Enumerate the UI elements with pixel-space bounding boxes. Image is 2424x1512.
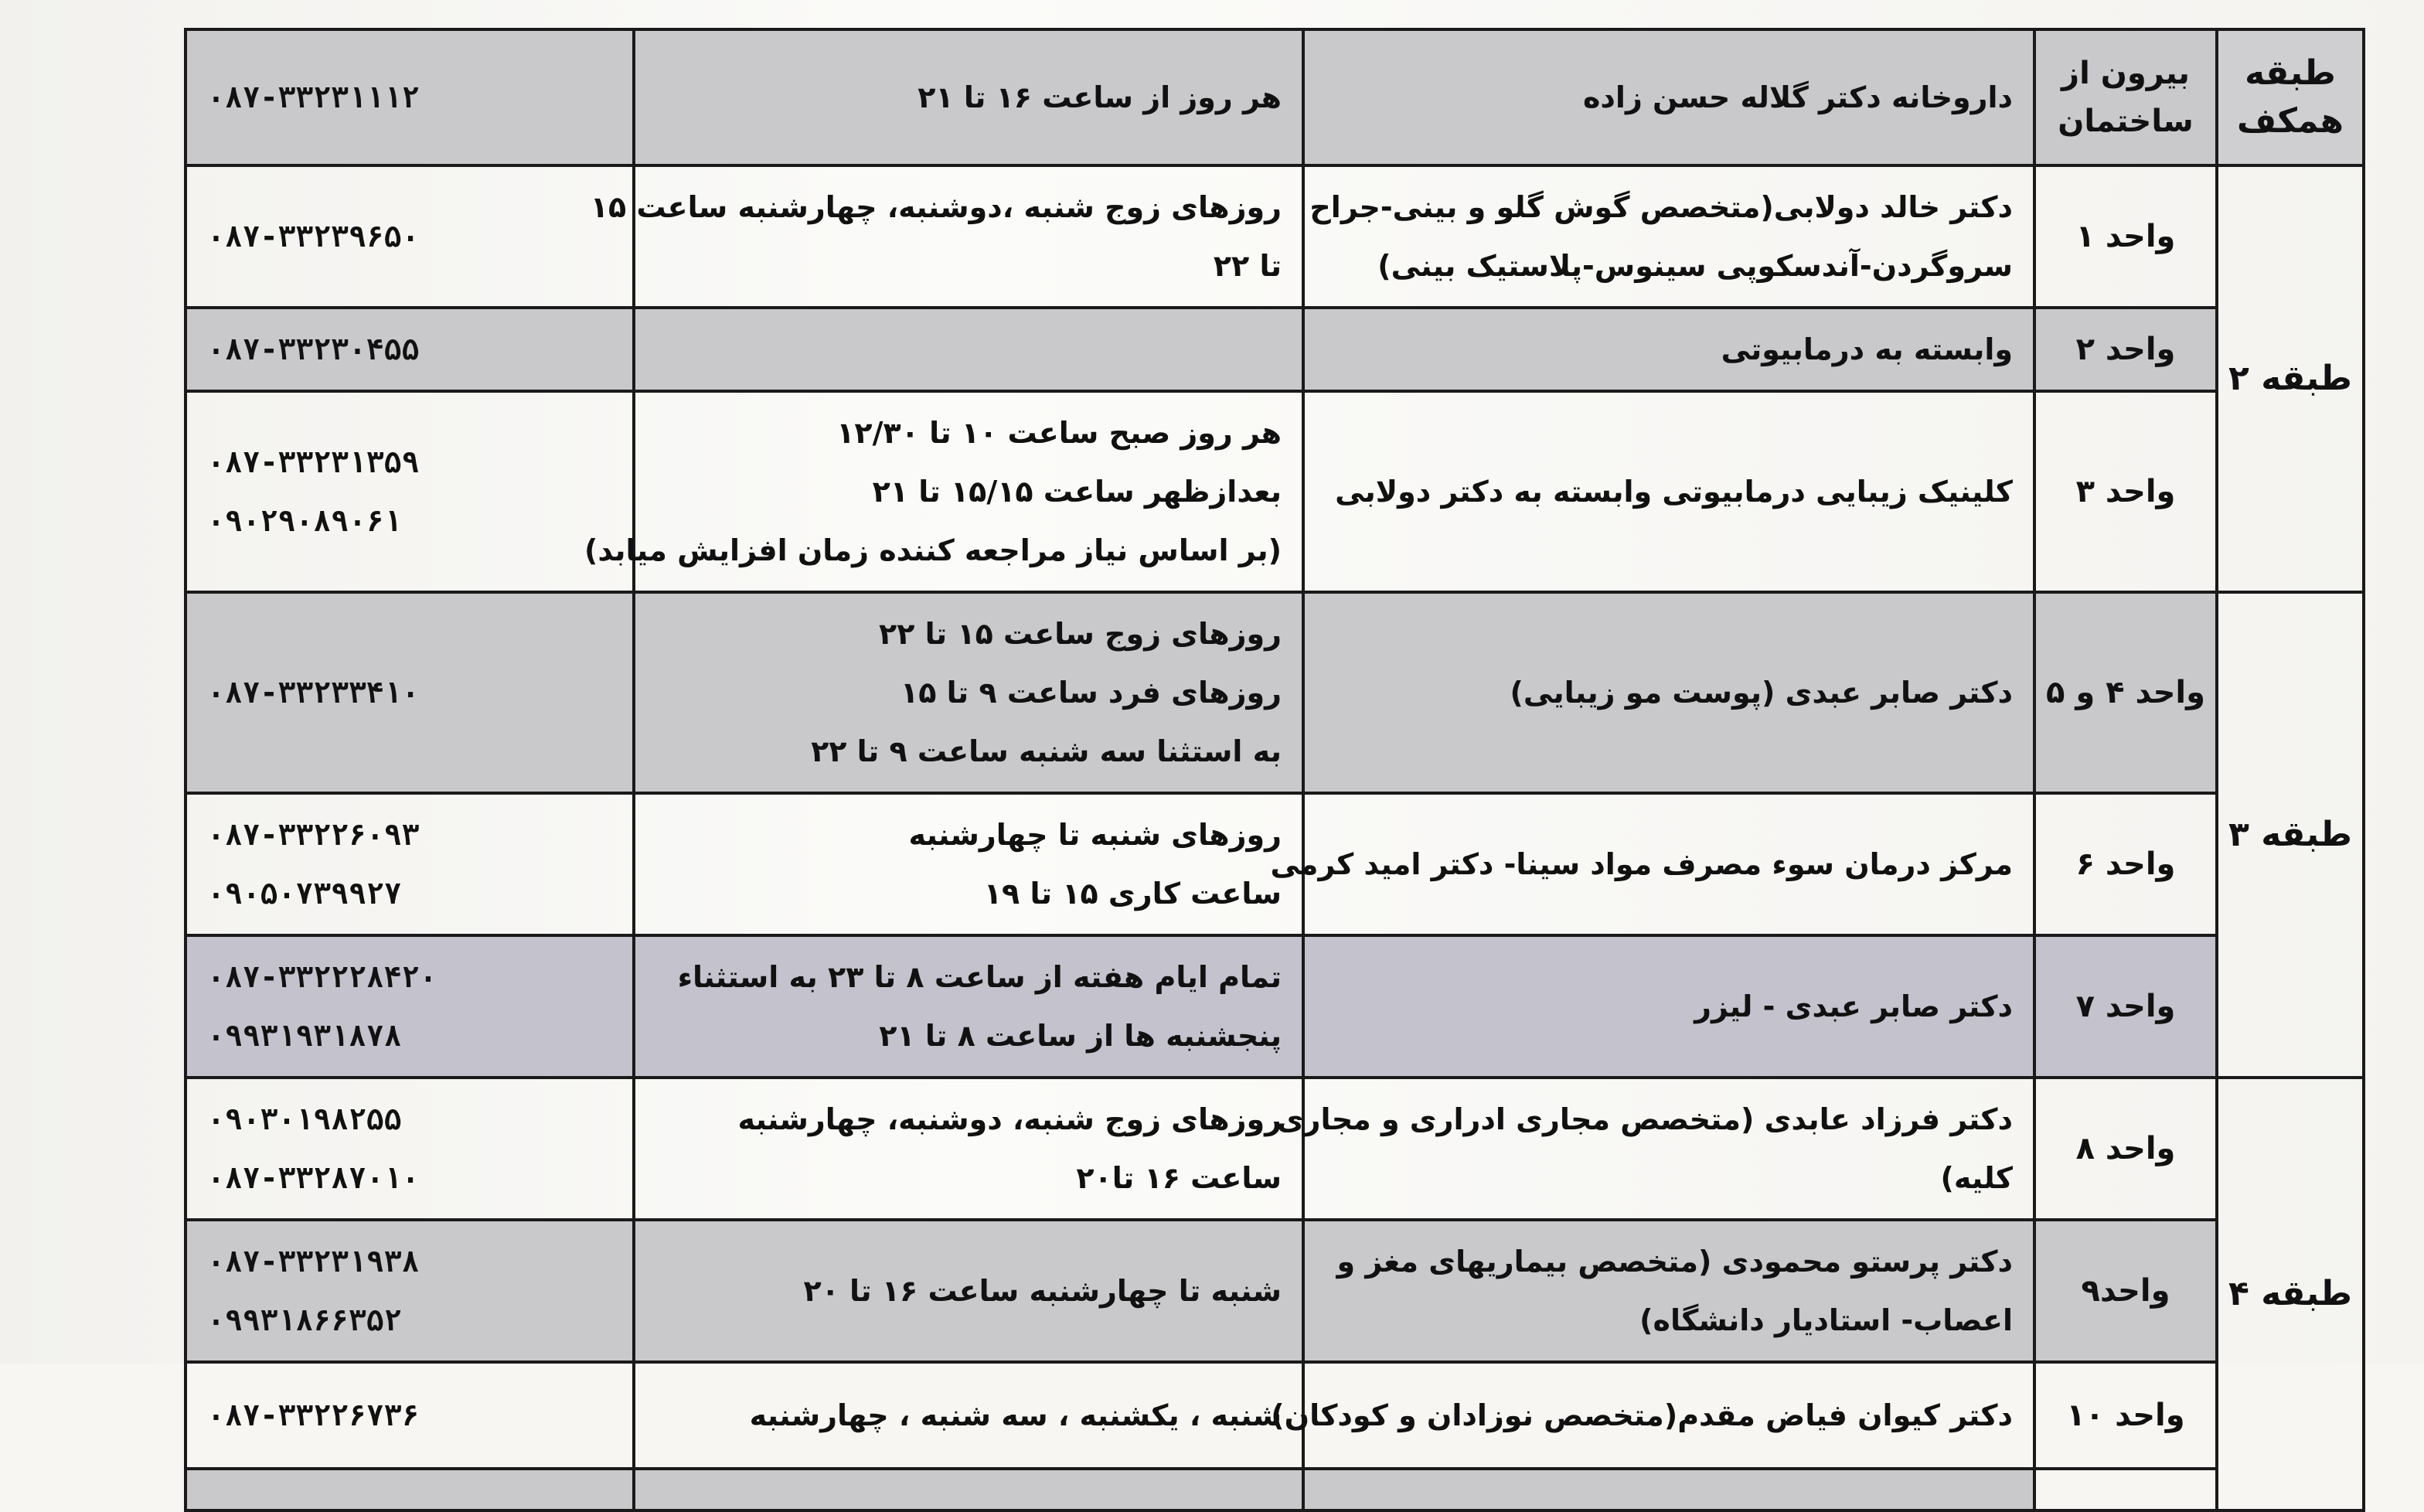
provider-line: دکتر صابر عبدی (پوست مو زیبایی): [1510, 676, 2013, 710]
table-row: [186, 29, 2364, 165]
hours-line: روزهای فرد ساعت ۹ تا ۱۵: [900, 676, 1282, 710]
provider-line: دکتر کیوان فیاض مقدم(متخصص نوزادان و کودکان): [1271, 1398, 2013, 1432]
phone-number: ۰۹۹۳۱۸۶۶۳۵۲: [207, 1303, 402, 1337]
hours-line: شنبه ، یکشنبه ، سه شنبه ، چهارشنبه: [749, 1398, 1282, 1432]
floor-label-2: طبقه ۲: [2217, 165, 2364, 592]
table-row: [186, 1220, 2364, 1362]
hours-cell: [590, 165, 1303, 308]
unit-cell: واحد ۴ و ۵: [2034, 592, 2217, 793]
hours-line: شنبه تا چهارشنبه ساعت ۱۶ تا ۲۰: [803, 1274, 1282, 1308]
cut-cell: [186, 1469, 634, 1510]
hours-cell: [634, 29, 1303, 165]
phone-number: ۰۹۰۵۰۷۳۹۹۲۷: [207, 877, 402, 911]
provider-cell: [1271, 1362, 2034, 1469]
provider-line: دکتر پرستو محمودی (متخصص بیماریهای مغز و: [1336, 1245, 2013, 1279]
phone-cell: [186, 793, 634, 935]
table-row: [186, 308, 2364, 391]
provider-cell: [1303, 935, 2034, 1078]
phone-number: ۰۸۷-۳۳۲۲۶۰۹۳: [207, 818, 420, 852]
phone-number: ۰۸۷-۳۳۲۸۷۰۱۰: [207, 1161, 420, 1195]
unit-cell: بیرون از ساختمان: [2034, 29, 2217, 165]
phone-number: ۰۸۷-۳۳۲۳۳۴۱۰: [207, 676, 420, 710]
provider-cell: [1276, 1078, 2034, 1220]
table-row-cut-off: [186, 1469, 2364, 1510]
floor-label-3: طبقه ۳: [2217, 592, 2364, 1078]
table-row: [186, 793, 2364, 935]
hours-line: روزهای زوج شنبه، دوشنبه، چهارشنبه: [737, 1102, 1282, 1136]
phone-number: ۰۸۷-۳۳۲۳۱۹۳۸: [207, 1245, 420, 1279]
hours-cell: [634, 308, 1303, 391]
provider-cell: [1303, 29, 2034, 165]
provider-cell: [1303, 391, 2034, 592]
hours-cell: [584, 391, 1303, 592]
hours-line: ساعت ۱۶ تا۲۰: [1076, 1161, 1282, 1195]
cut-cell: [634, 1469, 1303, 1510]
table-row: [186, 1078, 2364, 1220]
phone-cell: [186, 592, 634, 793]
provider-line: کلیه): [1940, 1161, 2013, 1195]
hours-cell: [634, 592, 1303, 793]
hours-line: بعدازظهر ساعت ۱۵/۱۵ تا ۲۱: [872, 475, 1282, 509]
hours-cell: [634, 1078, 1303, 1220]
provider-cell: [1303, 592, 2034, 793]
table-row: [186, 935, 2364, 1078]
hours-line: پنجشنبه ها از ساعت ۸ تا ۲۱: [879, 1019, 1282, 1053]
unit-cell: واحد ۷: [2034, 935, 2217, 1078]
hours-cell: [634, 1362, 1303, 1469]
provider-line: دکتر صابر عبدی - لیزر: [1694, 989, 2013, 1023]
floor-label-ground: طبقه همکف: [2217, 29, 2364, 165]
hours-cell: [634, 1220, 1303, 1362]
hours-line: روزهای شنبه تا چهارشنبه: [908, 818, 1282, 852]
hours-cell: [634, 793, 1303, 935]
unit-cell: واحد ۶: [2034, 793, 2217, 935]
table-row: [186, 391, 2364, 592]
provider-line: دکتر فرزاد عابدی (متخصص مجاری ادراری و مجاری: [1276, 1102, 2013, 1136]
phone-number: ۰۹۰۳۰۱۹۸۲۵۵: [207, 1102, 402, 1136]
unit-cell: واحد ۳: [2034, 391, 2217, 592]
phone-number: ۰۹۰۲۹۰۸۹۰۶۱: [207, 504, 402, 538]
phone-cell: [186, 935, 634, 1078]
phone-cell: [186, 165, 634, 308]
phone-number: ۰۸۷-۳۳۲۲۶۷۳۶: [207, 1398, 420, 1432]
provider-cell: [1270, 793, 2034, 935]
provider-cell: [1303, 165, 2034, 308]
phone-cell: [186, 308, 634, 391]
phone-cell: [186, 29, 634, 165]
phone-number: ۰۸۷-۳۳۲۳۹۶۵۰: [207, 220, 420, 254]
hours-line: روزهای زوج شنبه ،دوشنبه، چهارشنبه ساعت ۱۵: [590, 190, 1282, 224]
phone-cell: [186, 1362, 634, 1469]
hours-line: تمام ایام هفته از ساعت ۸ تا ۲۳ به استثناء: [677, 960, 1282, 994]
phone-cell: [186, 391, 634, 592]
unit-cell: واحد ۸: [2034, 1078, 2217, 1220]
floor-label-4: طبقه ۴: [2217, 1078, 2364, 1510]
phone-number: ۰۸۷-۳۳۲۳۱۳۵۹: [207, 445, 420, 479]
building-directory-table: [184, 28, 2365, 1512]
phone-number: ۰۹۹۳۱۹۳۱۸۷۸: [207, 1019, 402, 1053]
cut-cell: [2034, 1469, 2217, 1510]
phone-cell: [186, 1078, 634, 1220]
table-row: [186, 592, 2364, 793]
hours-line: ساعت کاری ۱۵ تا ۱۹: [983, 877, 1282, 911]
provider-line: مرکز درمان سوء مصرف مواد سینا- دکتر امید کرمی: [1270, 847, 2013, 881]
unit-cell: واحد۹: [2034, 1220, 2217, 1362]
phone-number: ۰۸۷-۳۳۲۳۰۴۵۵: [207, 332, 420, 366]
provider-line: اعصاب- استادیار دانشگاه): [1639, 1303, 2013, 1337]
hours-line: تا ۲۲: [1213, 249, 1282, 283]
hours-line: (بر اساس نیاز مراجعه کننده زمان افزایش میابد): [584, 533, 1282, 567]
provider-cell: [1303, 1220, 2034, 1362]
unit-cell: واحد ۲: [2034, 308, 2217, 391]
hours-line: هر روز از ساعت ۱۶ تا ۲۱: [918, 80, 1282, 114]
provider-line: داروخانه دکتر گلاله حسن زاده: [1582, 80, 2013, 114]
phone-number: ۰۸۷-۳۳۲۳۱۱۱۲: [207, 80, 420, 114]
provider-cell: [1303, 308, 2034, 391]
provider-line: وابسته به درمابیوتی: [1721, 332, 2013, 366]
phone-cell: [186, 1220, 634, 1362]
provider-line: سروگردن-آندسکوپی سینوس-پلاستیک بینی): [1377, 249, 2013, 283]
hours-cell: [634, 935, 1303, 1078]
provider-line: دکتر خالد دولابی(متخصص گوش گلو و بینی-جراح: [1309, 190, 2013, 224]
phone-number: ۰۸۷-۳۳۲۲۲۸۴۲۰: [207, 960, 437, 994]
unit-cell: واحد ۱: [2034, 165, 2217, 308]
table-row: [186, 165, 2364, 308]
hours-line: هر روز صبح ساعت ۱۰ تا ۱۲/۳۰: [836, 416, 1282, 450]
hours-line: به استثنا سه شنبه ساعت ۹ تا ۲۲: [811, 734, 1282, 768]
table-row: [186, 1362, 2364, 1469]
hours-line: روزهای زوج ساعت ۱۵ تا ۲۲: [879, 617, 1282, 651]
unit-cell: واحد ۱۰: [2034, 1362, 2217, 1469]
cut-cell: [1303, 1469, 2034, 1510]
provider-line: کلینیک زیبایی درمابیوتی وابسته به دکتر دولابی: [1335, 475, 2013, 509]
